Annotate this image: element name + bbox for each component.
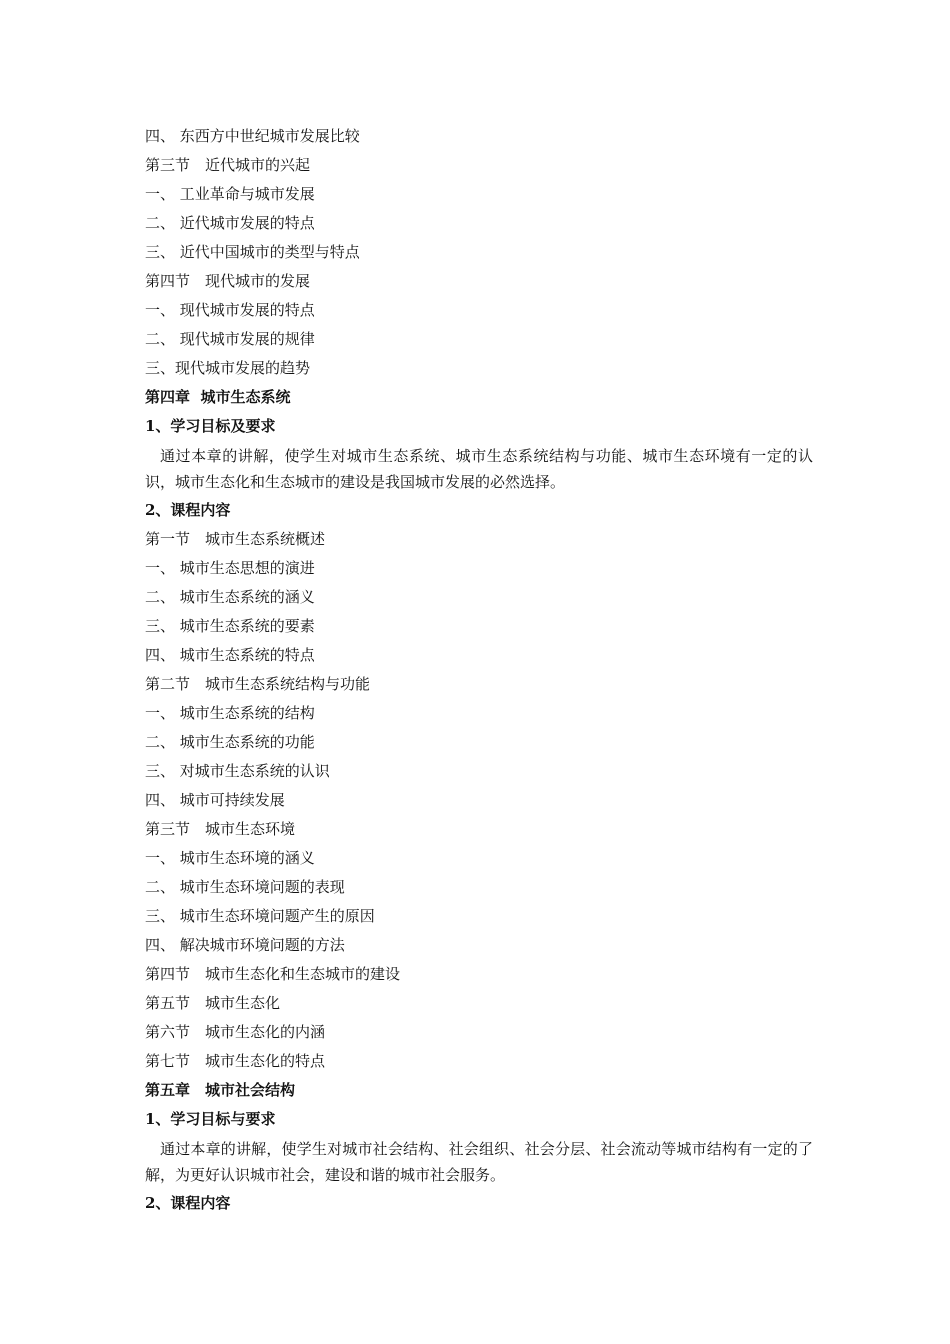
chapter-4-goal-heading: 1、学习目标及要求 — [145, 417, 276, 435]
outline-line: 二、 城市生态系统的功能 — [145, 733, 315, 751]
chapter-5-goal-text: 通过本章的讲解，使学生对城市社会结构、社会组织、社会分层、社会流动等城市结构有一定的了解，为更好认识城市社会，建设和谐的城市社会服务。 — [145, 1140, 813, 1184]
outline-line: 一、 工业革命与城市发展 — [145, 185, 315, 203]
outline-line: 三、 对城市生态系统的认识 — [145, 762, 330, 780]
section-heading: 第四节 现代城市的发展 — [145, 272, 311, 290]
chapter-5-goal-heading: 1、学习目标与要求 — [145, 1110, 276, 1128]
chapter-5-title: 第五章 城市社会结构 — [145, 1081, 296, 1099]
outline-line: 三、 城市生态系统的要素 — [145, 617, 315, 635]
outline-line: 三、 城市生态环境问题产生的原因 — [145, 907, 375, 925]
outline-line: 二、 现代城市发展的规律 — [145, 330, 315, 348]
section-heading: 第一节 城市生态系统概述 — [145, 530, 326, 548]
chapter-4-title: 第四章 城市生态系统 — [145, 388, 291, 406]
outline-line: 一、 现代城市发展的特点 — [145, 301, 315, 319]
outline-line: 二、 近代城市发展的特点 — [145, 214, 315, 232]
chapter-5-content-heading: 2、课程内容 — [145, 1194, 231, 1212]
outline-line: 三、 近代中国城市的类型与特点 — [145, 243, 360, 261]
document-page — [145, 122, 813, 1218]
outline-line: 一、 城市生态系统的结构 — [145, 704, 315, 722]
outline-line: 一、 城市生态思想的演进 — [145, 559, 315, 577]
section-heading: 第三节 城市生态环境 — [145, 820, 296, 838]
outline-line: 二、 城市生态系统的涵义 — [145, 588, 315, 606]
outline-line: 三、现代城市发展的趋势 — [145, 359, 311, 377]
outline-line: 二、 城市生态环境问题的表现 — [145, 878, 345, 896]
section-heading: 第三节 近代城市的兴起 — [145, 156, 311, 174]
chapter-4-goal-text: 通过本章的讲解，使学生对城市生态系统、城市生态系统结构与功能、城市生态环境有一定的认识，城市生态化和生态城市的建设是我国城市发展的必然选择。 — [145, 447, 813, 491]
section-heading: 第二节 城市生态系统结构与功能 — [145, 675, 371, 693]
outline-line: 四、 解决城市环境问题的方法 — [145, 936, 345, 954]
outline-line: 四、 东西方中世纪城市发展比较 — [145, 127, 360, 145]
section-heading: 第四节 城市生态化和生态城市的建设 — [145, 965, 401, 983]
outline-line: 一、 城市生态环境的涵义 — [145, 849, 315, 867]
outline-line: 四、 城市可持续发展 — [145, 791, 285, 809]
chapter-4-content-heading: 2、课程内容 — [145, 501, 231, 519]
section-heading: 第六节 城市生态化的内涵 — [145, 1023, 326, 1041]
section-heading: 第五节 城市生态化 — [145, 994, 281, 1012]
outline-line: 四、 城市生态系统的特点 — [145, 646, 315, 664]
section-heading: 第七节 城市生态化的特点 — [145, 1052, 326, 1070]
